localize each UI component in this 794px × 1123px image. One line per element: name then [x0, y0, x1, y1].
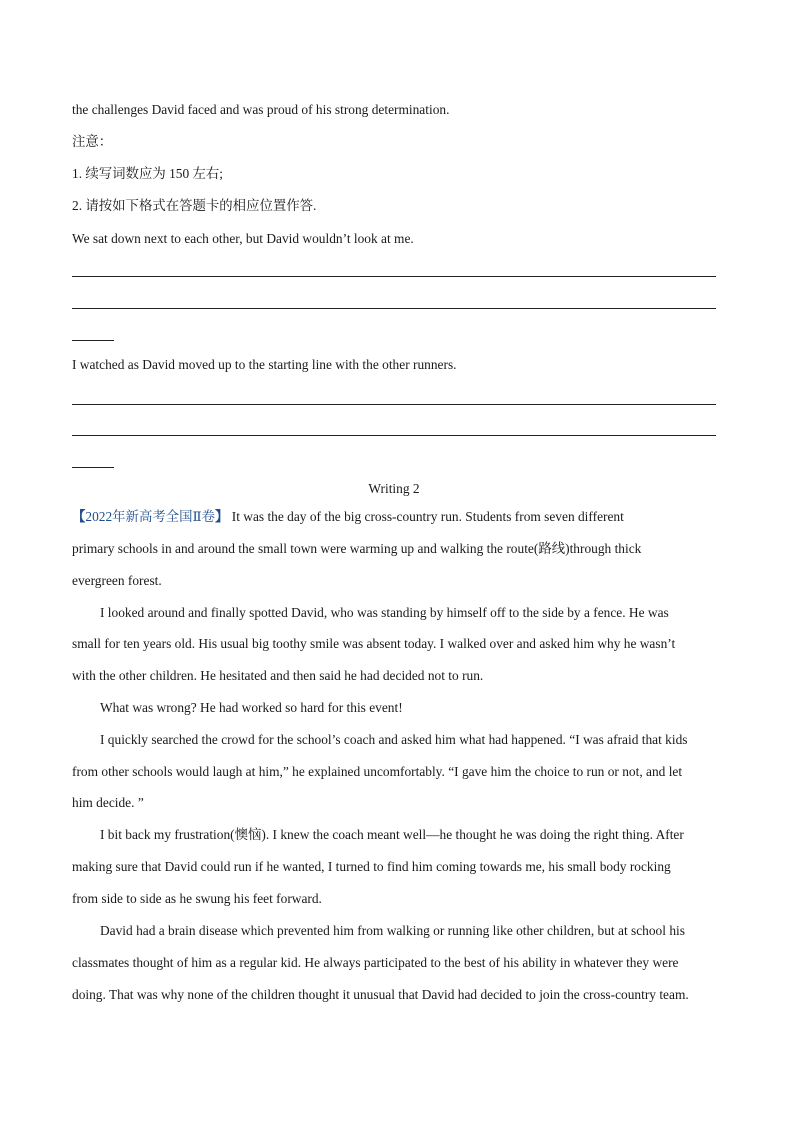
paragraph-5-line-3: from side to side as he swung his feet forward.: [72, 891, 322, 906]
paragraph-text: It was the day of the big cross-country run. Students from seven different: [231, 509, 624, 524]
answer-line-short: [72, 340, 114, 341]
paragraph-1-line-2: primary schools in and around the small town were warming up and walking the route(路线)through thick: [72, 541, 642, 556]
source-bracket-open: 【: [72, 509, 86, 524]
continuation-prompt-1: We sat down next to each other, but David wouldn’t look at me.: [72, 231, 414, 246]
paragraph-1-line-1: [72, 507, 624, 527]
answer-line: [72, 308, 716, 309]
source-bracket-close: 】: [215, 509, 229, 524]
paragraph-3-line-1: What was wrong? He had worked so hard for this event!: [100, 700, 403, 715]
paragraph-2-line-2: small for ten years old. His usual big toothy smile was absent today. I walked over and asked him why he wasn’t: [72, 636, 676, 651]
answer-line: [72, 276, 716, 277]
continuation-prompt-2: I watched as David moved up to the starting line with the other runners.: [72, 357, 457, 372]
paragraph-5-line-1: I bit back my frustration(懊恼). I knew the coach meant well—he thought he was doing the right thing. After: [100, 827, 684, 842]
paragraph-4-line-1: I quickly searched the crowd for the school’s coach and asked him what had happened. “I was afraid that kids: [100, 732, 688, 747]
paragraph-5-line-2: making sure that David could run if he wanted, I turned to find him coming towards me, his small body rocking: [72, 859, 671, 874]
paragraph-4-line-2: from other schools would laugh at him,” he explained uncomfortably. “I gave him the choice to run or not, and let: [72, 764, 683, 779]
intro-end-line: the challenges David faced and was proud of his strong determination.: [72, 102, 450, 117]
paragraph-1-line-3: evergreen forest.: [72, 573, 162, 588]
answer-line: [72, 404, 716, 405]
paragraph-6-line-3: doing. That was why none of the children thought it unusual that David had decided to join the cross-country team.: [72, 987, 689, 1002]
paragraph-2-line-1: I looked around and finally spotted David, who was standing by himself off to the side by a fence. He was: [100, 605, 669, 620]
paragraph-4-line-3: him decide. ”: [72, 795, 144, 810]
section-title: Writing 2: [368, 481, 420, 496]
note-title: 注意：: [72, 134, 113, 149]
paragraph-6-line-2: classmates thought of him as a regular kid. He always participated to the best of his ability in whatever they were: [72, 955, 679, 970]
note-item-2: 2. 请按如下格式在答题卡的相应位置作答.: [72, 198, 317, 213]
note-item-1: 1. 续写词数应为 150 左右;: [72, 166, 224, 181]
paragraph-6-line-1: David had a brain disease which prevented him from walking or running like other children, but at school his: [100, 923, 685, 938]
source-label: 2022年新高考全国Ⅱ卷: [85, 509, 216, 524]
answer-line: [72, 435, 716, 436]
paragraph-2-line-3: with the other children. He hesitated and then said he had decided not to run.: [72, 668, 484, 683]
answer-line-short: [72, 467, 114, 468]
